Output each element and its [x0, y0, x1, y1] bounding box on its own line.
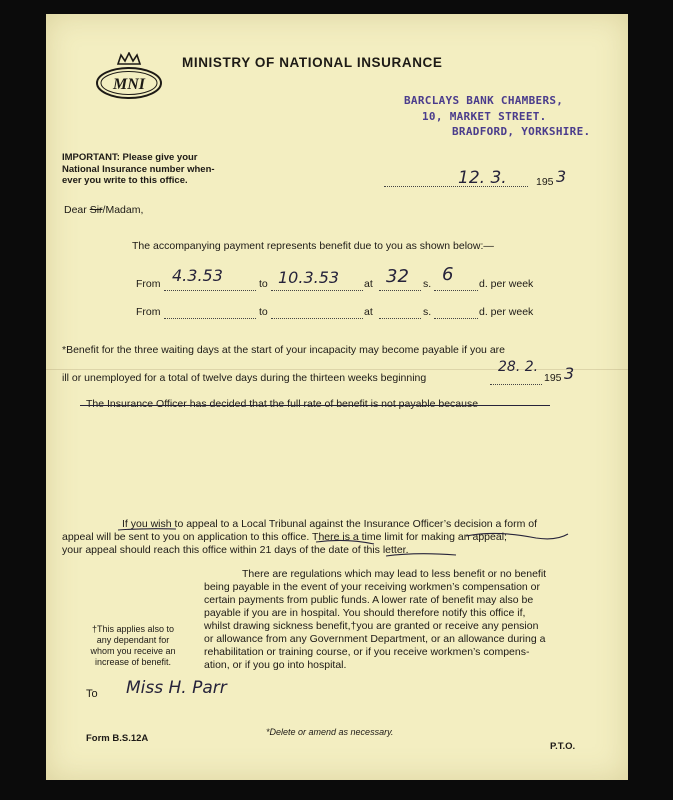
- pence-handwritten: 6: [442, 264, 454, 285]
- at-line: [379, 318, 421, 319]
- form-number: Form B.S.12A: [86, 733, 149, 744]
- to-line: [271, 290, 363, 291]
- handwritten-underline: [116, 508, 576, 558]
- pto-label: P.T.O.: [550, 741, 576, 752]
- mni-logo: [94, 52, 164, 102]
- regulations-line-7: rehabilitation or training course, or if you receive workmen’s compens-: [204, 646, 530, 658]
- to-label: to: [259, 306, 268, 318]
- from-date-handwritten: 4.3.53: [172, 266, 223, 285]
- important-text-3: ever you write to this office.: [62, 175, 188, 186]
- appeal-line-3: your appeal should reach this office within 21 days of the date of this letter.: [62, 544, 409, 556]
- from-line: [164, 290, 256, 291]
- crown-icon: [118, 53, 140, 64]
- shillings-label: s.: [423, 278, 432, 290]
- struck-decision-text: The Insurance Officer has decided that the full rate of benefit is not payable because: [86, 398, 479, 410]
- footnote-line: †This applies also to: [91, 624, 175, 634]
- waiting-year-handwritten: 3: [564, 364, 575, 383]
- appeal-line-1: If you wish to appeal to a Local Tribunal against the Insurance Officer’s decision a form of: [122, 518, 537, 530]
- important-notice: [62, 152, 215, 187]
- shillings-handwritten: 32: [386, 266, 409, 287]
- salutation-dear: Dear: [64, 204, 87, 216]
- important-text-1: Please give your: [122, 152, 198, 163]
- regulations-line-8: ation, or if you go into hospital.: [204, 659, 347, 671]
- footnote: [72, 624, 194, 668]
- to-date-handwritten: 10.3.53: [278, 268, 340, 287]
- from-label: From: [136, 278, 161, 290]
- per-week-label: d. per week: [479, 278, 534, 290]
- address-line-1: BARCLAYS BANK CHAMBERS,: [404, 94, 564, 107]
- waiting-days-line-2: ill or unemployed for a total of twelve days during the thirteen weeks beginning: [62, 372, 427, 384]
- regulations-line-5: whilst drawing sickness benefit,†you are granted or receive any pension: [204, 620, 539, 632]
- footnote-line: increase of benefit.: [94, 657, 172, 667]
- regulations-line-4: payable if you are in hospital. You should therefore notify this office if,: [204, 607, 526, 619]
- form-paper: [46, 14, 628, 780]
- waiting-year-prefix: 195: [544, 372, 562, 384]
- footnote-line: any dependant for: [96, 635, 170, 645]
- per-week-label: d. per week: [479, 306, 534, 318]
- to-line: [271, 318, 363, 319]
- date-handwritten: 12. 3.: [458, 168, 507, 188]
- to-label: to: [259, 278, 268, 290]
- appeal-line-2: appeal will be sent to you on application to this office. There is a time limit for making an appeal;: [62, 531, 507, 543]
- important-heading: IMPORTANT:: [62, 152, 120, 163]
- page-title: MINISTRY OF NATIONAL INSURANCE: [182, 55, 443, 70]
- from-label: From: [136, 306, 161, 318]
- regulations-line-3: certain payments from public funds. A lower rate of benefit may also be: [204, 594, 534, 606]
- salutation-rest: /Madam,: [102, 204, 144, 216]
- waiting-date-line: [490, 384, 542, 385]
- to-label: To: [86, 688, 98, 700]
- waiting-days-line-1: *Benefit for the three waiting days at the start of your incapacity may become payable if you are: [62, 344, 505, 356]
- pence-line: [434, 318, 478, 319]
- regulations-line-2: being payable in the event of your receiving workmen’s compensation or: [204, 581, 540, 593]
- logo-text: MNI: [112, 76, 146, 93]
- paper-fold: [46, 369, 628, 370]
- date-year-handwritten: 3: [556, 167, 567, 186]
- address-line-3: BRADFORD, YORKSHIRE.: [452, 125, 591, 138]
- at-line: [379, 290, 421, 291]
- at-label: at: [364, 306, 373, 318]
- from-line: [164, 318, 256, 319]
- regulations-line-6: or allowance from any Government Department, or an allowance during a: [204, 633, 546, 645]
- recipient-name-handwritten: Miss H. Parr: [126, 678, 227, 698]
- salutation: [64, 204, 143, 217]
- strike-through-line: [80, 405, 550, 406]
- waiting-date-handwritten: 28. 2.: [498, 359, 539, 375]
- salutation-sir-struck: Sir: [89, 204, 103, 216]
- intro-text: The accompanying payment represents benefit due to you as shown below:—: [132, 240, 494, 252]
- pence-line: [434, 290, 478, 291]
- shillings-label: s.: [423, 306, 432, 318]
- footnote-line: whom you receive an: [90, 646, 176, 656]
- address-line-2: 10, MARKET STREET.: [422, 110, 547, 123]
- at-label: at: [364, 278, 373, 290]
- date-year-prefix: 195: [536, 176, 554, 188]
- delete-note: *Delete or amend as necessary.: [266, 727, 394, 737]
- regulations-line-1: There are regulations which may lead to less benefit or no benefit: [242, 568, 547, 580]
- important-text-2: National Insurance number when-: [62, 163, 215, 175]
